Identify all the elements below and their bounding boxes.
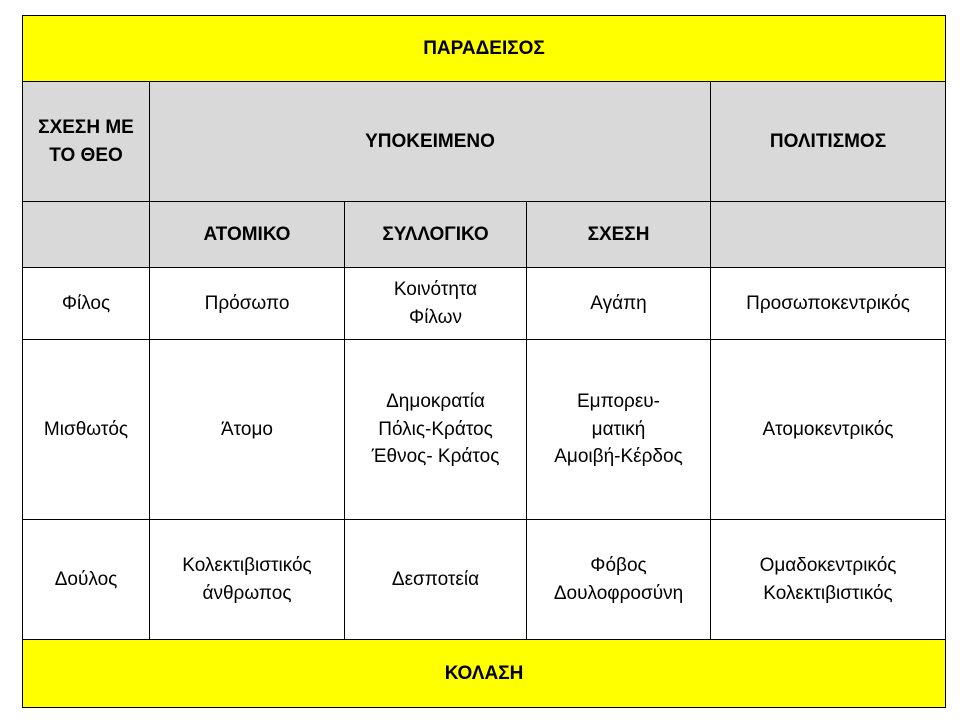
culture-cell: Προσωποκεντρικός <box>711 268 946 340</box>
culture-header: ΠΟΛΙΤΙΣΜΟΣ <box>711 82 946 202</box>
relation-cell: Μισθωτός <box>23 340 150 520</box>
culture-cell: Ομαδοκεντρικός Κολεκτιβιστικός <box>711 520 946 640</box>
relationship-header: ΣΧΕΣΗ <box>527 202 711 268</box>
sub-header-row <box>23 202 946 268</box>
relation-with-god-header: ΣΧΕΣΗ ΜΕ ΤΟ ΘΕΟ <box>23 82 150 202</box>
hell-row <box>23 640 946 708</box>
collective-cell: Δημοκρατία Πόλις-Κράτος Έθνος- Κράτος <box>345 340 527 520</box>
individual-header: ΑΤΟΜΙΚΟ <box>150 202 345 268</box>
relationship-cell: Εμπορευ- ματική Αμοιβή-Κέρδος <box>527 340 711 520</box>
relationship-cell: Φόβος Δουλοφροσύνη <box>527 520 711 640</box>
individual-cell: Κολεκτιβιστικός άνθρωπος <box>150 520 345 640</box>
table-row <box>23 340 946 520</box>
hell-band: ΚΟΛΑΣΗ <box>23 640 946 708</box>
subject-header: ΥΠΟΚΕΙΜΕΝΟ <box>150 82 711 202</box>
individual-cell: Πρόσωπο <box>150 268 345 340</box>
collective-header: ΣΥΛΛΟΓΙΚΟ <box>345 202 527 268</box>
relation-cell: Δούλος <box>23 520 150 640</box>
empty-header-cell-right <box>711 202 946 268</box>
main-header-row <box>23 82 946 202</box>
empty-header-cell-left <box>23 202 150 268</box>
heaven-row <box>23 16 946 82</box>
relation-cell: Φίλος <box>23 268 150 340</box>
heaven-band: ΠΑΡΑΔΕΙΣΟΣ <box>23 16 946 82</box>
culture-cell: Ατομοκεντρικός <box>711 340 946 520</box>
individual-cell: Άτομο <box>150 340 345 520</box>
table-row <box>23 520 946 640</box>
collective-cell: Δεσποτεία <box>345 520 527 640</box>
collective-cell: Κοινότητα Φίλων <box>345 268 527 340</box>
concept-table <box>22 15 946 708</box>
relationship-cell: Αγάπη <box>527 268 711 340</box>
table-row <box>23 268 946 340</box>
